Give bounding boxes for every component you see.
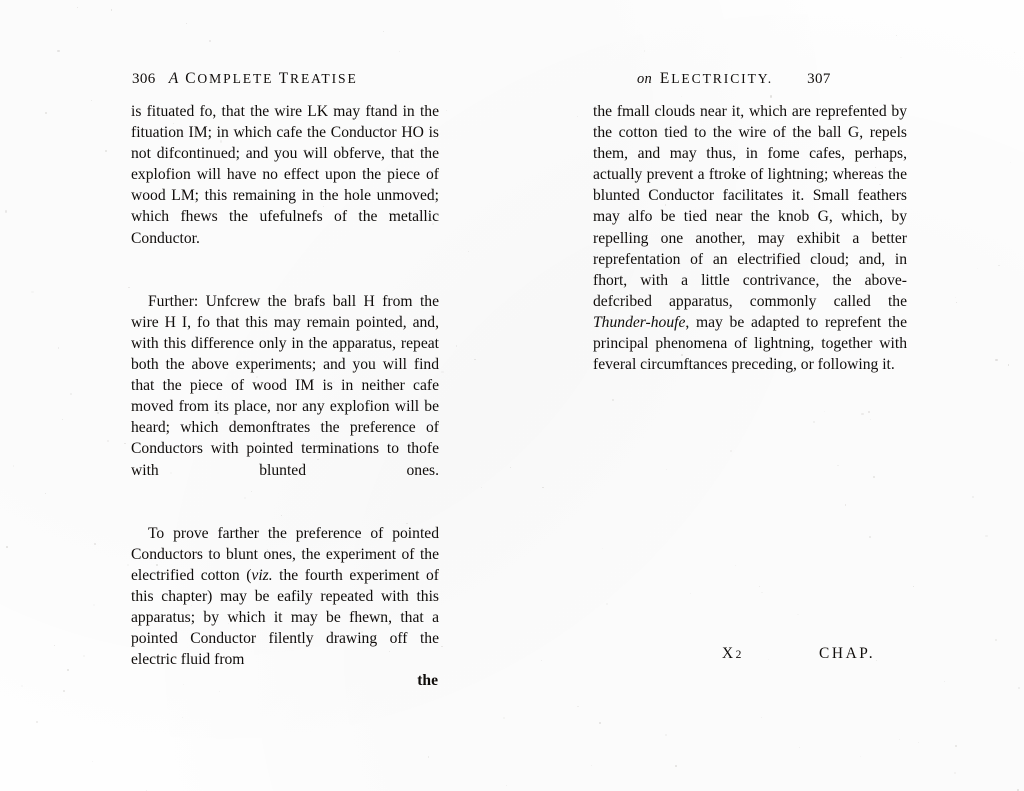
verso-head-title-rest-complete: OMPLETE bbox=[197, 71, 274, 86]
recto-paragraph-1 bbox=[593, 101, 907, 375]
verso-paragraph-3-tail: the fourth experiment of this chapter) may be eafily repeated with this apparatus; by which it may be fhewn, that a pointed Conductor filently drawing off the electric fluid from bbox=[131, 566, 439, 669]
verso-head-title-cap-c: C bbox=[185, 70, 198, 87]
recto-folio-number: 307 bbox=[807, 71, 831, 87]
verso-catchword: the bbox=[417, 672, 438, 690]
verso-folio-number: 306 bbox=[132, 71, 156, 87]
recto-page bbox=[593, 70, 907, 375]
verso-paragraph-1: is fituated fo, that the wire LK may ftand in the fituation IM; in which cafe the Conductor HO is not difcontinued; and you will obferve, that the explofion will have no effect upon the piece of wood LM; this remaining in the hole unmoved; which fhews the ufefulnefs of the metallic Conductor. bbox=[131, 103, 439, 247]
recto-catchword: CHAP. bbox=[819, 645, 876, 662]
signature-number: 2 bbox=[735, 649, 742, 661]
verso-head-title-rest-treatise: REATISE bbox=[290, 71, 358, 86]
recto-paragraph-1-tail: , may be adapted to reprefent the principal phenomena of lightning, together with feveral circumftances preceding, or following it. bbox=[593, 313, 907, 374]
recto-foot-line bbox=[593, 645, 907, 667]
verso-running-head bbox=[131, 70, 439, 92]
recto-paragraph-1-thunderhouse: Thunder-houfe bbox=[593, 313, 686, 331]
verso-head-title bbox=[185, 71, 357, 86]
verso-paragraph-2: Further: Unfcrew the brafs ball H from the wire H I, fo that this may remain pointed, and, with this difference only in the apparatus, repeat both the above experiments; and you will find that the piece of wood IM is in neither cafe moved from its place, nor any explofion will be heard; which demonftrates the preference of Conductors with pointed terminations to thofe with blunted ones. bbox=[131, 292, 439, 479]
verso-page bbox=[131, 70, 439, 691]
paragraph-spacer bbox=[131, 270, 439, 291]
verso-paragraph-3-lead: To prove farther the preference of pointed Conductors to blunt ones, the experiment of the electrified cotton ( bbox=[131, 524, 439, 584]
verso-paragraph-3-viz: viz. bbox=[251, 566, 273, 584]
verso-paragraph-3 bbox=[131, 523, 439, 671]
signature-mark bbox=[722, 645, 741, 663]
recto-head-title-cap-e: E bbox=[659, 70, 672, 87]
recto-head-title: ELECTRICITY. bbox=[659, 70, 774, 87]
paragraph-spacer bbox=[131, 502, 439, 523]
signature-letter: X bbox=[722, 645, 735, 662]
recto-running-head bbox=[593, 70, 907, 92]
recto-paragraph-1-lead: the fmall clouds near it, which are reprefented by the cotton tied to the wire of the ball G, repels them, and may thus, in fome cafes, perhaps, actually prevent a ftroke of lightning; whereas the blunted Conductor facilitates it. Small feathers may alfo be tied near the knob G, which, by repelling one another, may exhibit a better reprefentation of an electrified cloud; and, in fhort, with a little contrivance, the above-defcribed apparatus, commonly called the bbox=[593, 103, 907, 310]
recto-head-article: on bbox=[637, 71, 652, 87]
verso-head-initial: A bbox=[168, 70, 179, 87]
verso-head-title-cap-t: T bbox=[278, 70, 291, 87]
